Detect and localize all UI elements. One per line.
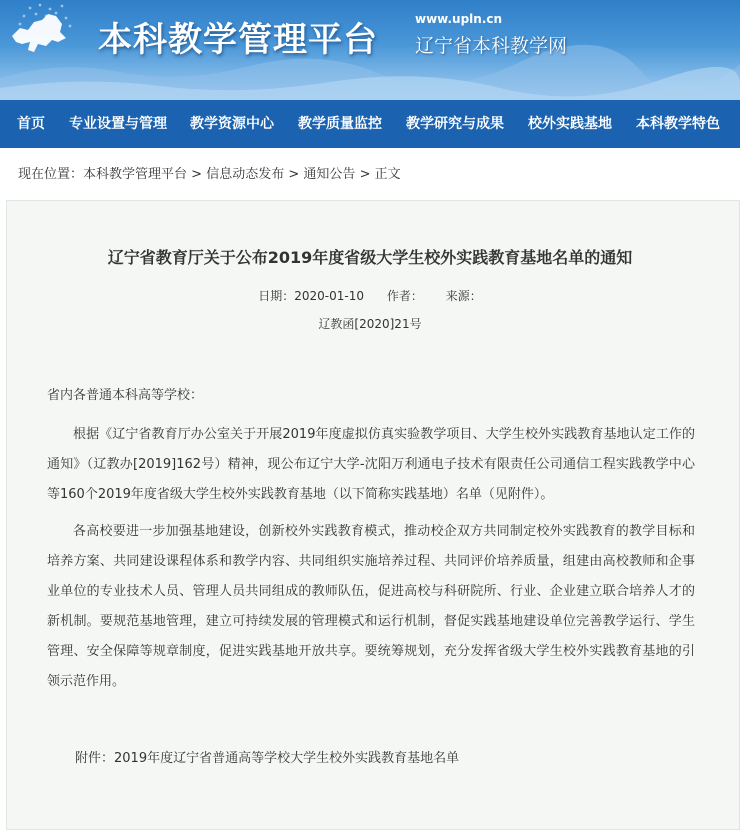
attachment-link[interactable]: 2019年度辽宁省普通高等学校大学生校外实践教育基地名单 [114, 751, 460, 766]
liaoning-map-logo-icon [8, 6, 70, 62]
nav-item-teaching-features[interactable]: 本科教学特色 [636, 116, 720, 132]
article-paragraph-1: 根据《辽宁省教育厅办公室关于开展2019年度虚拟仿真实验教学项目、大学生校外实践教育基地认定工作的通知》（辽教办[2019]162号）精神，现公布辽宁大学-沈阳万利通电子技术有限责任公司通信工程实践教学中心等160个2019年度省级大学生校外实践教育基地（以下简称实践基地）名单（见附件）。 [47, 427, 695, 502]
site-banner [0, 0, 740, 100]
breadcrumb-item-news[interactable]: 信息动态发布 [206, 167, 285, 182]
attachment [75, 747, 459, 766]
breadcrumb-item-notices[interactable]: 通知公告 [303, 167, 356, 182]
breadcrumb [18, 163, 401, 182]
main-nav [0, 100, 740, 148]
nav-item-home[interactable]: 首页 [17, 116, 45, 132]
breadcrumb-separator: > [191, 167, 203, 182]
nav-item-research-results[interactable]: 教学研究与成果 [406, 116, 504, 132]
site-title: 本科教学管理平台 [98, 20, 378, 60]
article-title: 辽宁省教育厅关于公布2019年度省级大学生校外实践教育基地名单的通知 [107, 248, 633, 267]
article-paragraph-2: 各高校要进一步加强基地建设，创新校外实践教育模式，推动校企双方共同制定校外实践教育的教学目标和培养方案、共同建设课程体系和教学内容、共同组织实施培养过程、共同评价培养质量，组建由高校教师和企事业单位的专业技术人员、管理人员共同组成的教师队伍，促进高校与科研院所、行业、企业建立联合培养人才的新机制。要规范基地管理，建立可持续发展的管理模式和运行机制，督促实践基地建设单位完善教学运行、学生管理、安全保障等规章制度，促进实践基地开放共享。要统筹规划，充分发挥省级大学生校外实践教育基地的引领示范作用。 [47, 524, 695, 689]
site-url: www.upln.cn [415, 12, 503, 26]
breadcrumb-separator: > [359, 167, 371, 182]
breadcrumb-item-current: 正文 [374, 167, 401, 182]
nav-item-major-management[interactable]: 专业设置与管理 [69, 116, 167, 132]
site-subtitle: 辽宁省本科教学网 [415, 35, 568, 57]
attachment-label: 附件： [75, 751, 115, 766]
breadcrumb-separator: > [288, 167, 300, 182]
nav-item-practice-bases[interactable]: 校外实践基地 [528, 116, 612, 132]
nav-item-teaching-resources[interactable]: 教学资源中心 [190, 116, 274, 132]
article-meta: 日期：2020-01-10 作者： 来源： [258, 289, 482, 303]
breadcrumb-prefix: 现在位置： [18, 167, 84, 182]
article-greeting: 省内各普通本科高等学校： [47, 388, 204, 403]
breadcrumb-item-platform[interactable]: 本科教学管理平台 [83, 167, 188, 182]
document-number: 辽教函[2020]21号 [318, 317, 422, 331]
nav-item-quality-monitoring[interactable]: 教学质量监控 [298, 116, 382, 132]
